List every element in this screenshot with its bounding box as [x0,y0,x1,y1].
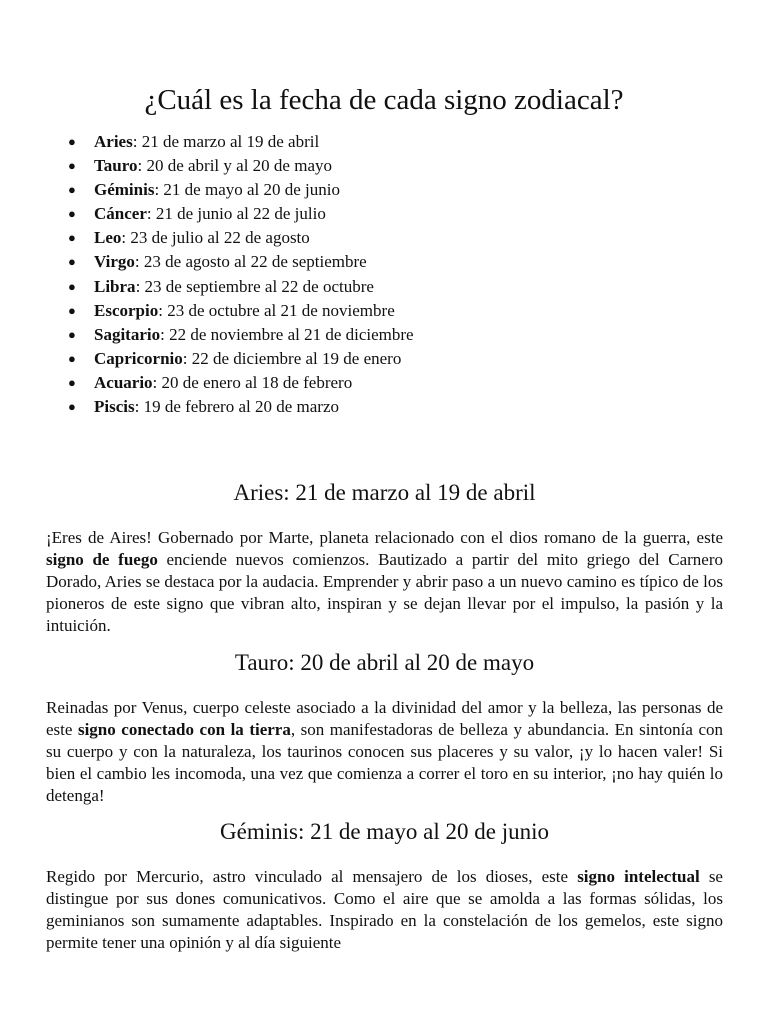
section-heading: Aries: 21 de marzo al 19 de abril [233,480,536,505]
sign-name: Cáncer [94,204,147,224]
bullet-icon: ● [68,134,76,149]
section-aries [46,478,723,637]
bullet-icon: ● [68,302,76,318]
section-paragraph [46,866,723,954]
bullet-icon: ● [68,278,76,294]
sign-dates: : 23 de agosto al 22 de septiembre [134,252,367,272]
bullet-icon: ● [68,206,76,222]
sign-dates: : 21 de junio al 22 de julio [146,204,326,224]
sign-dates: : 19 de febrero al 20 de marzo [134,397,339,417]
bullet-icon: ● [68,326,76,342]
bullet-icon: ● [68,182,76,198]
sign-dates: : 20 de enero al 18 de febrero [152,372,353,392]
bullet-icon: ● [68,399,76,415]
list-item [68,395,414,419]
paragraph-bold-text: signo intelectual [577,867,700,886]
section-heading: Géminis: 21 de mayo al 20 de junio [220,819,549,844]
paragraph-text: , son manifestadoras de belleza y abundancia. En sintonía con su cuerpo y con la naturaleza, los taurinos conocen sus placeres y su valor, ¡y lo hacen valer! Si bien el cambio les incomoda, una vez que comienza a correr el toro en su interior, ¡no hay quién lo detenga! [46,720,723,805]
list-item [68,347,414,371]
paragraph-bold-text: signo de fuego [46,550,158,569]
sign-dates: : 21 de mayo al 20 de junio [154,180,341,200]
sign-name: Piscis [94,397,135,417]
list-item [68,371,414,395]
sign-dates: : 23 de octubre al 21 de noviembre [158,300,395,320]
page-title: ¿Cuál es la fecha de cada signo zodiacal? [144,84,624,116]
zodiac-date-list [68,130,414,419]
bullet-icon: ● [68,254,76,270]
sign-dates: : 22 de noviembre al 21 de diciembre [160,324,414,344]
list-item [68,299,414,323]
list-item [68,323,414,347]
section-geminis [46,817,723,954]
sign-name: Tauro [94,156,138,176]
sign-dates: : 23 de septiembre al 22 de octubre [135,276,374,296]
section-heading: Tauro: 20 de abril al 20 de mayo [234,650,535,675]
paragraph-text: Regido por Mercurio, astro vinculado al mensajero de los dioses, este [46,867,578,886]
sign-dates: : 20 de abril y al 20 de mayo [137,156,332,176]
sign-name: Leo [94,228,122,248]
list-item [68,178,414,202]
list-item [68,130,414,154]
list-item [68,275,414,299]
bullet-icon: ● [68,230,76,246]
paragraph-text: enciende nuevos comienzos. Bautizado a partir del mito griego del Carnero Dorado, Aries se destaca por la audacia. Emprender y abrir paso a un nuevo camino es típico de los pioneros de este signo que vibran alto, inspiran y se dejan llevar por el impulso, la pasión y la intuición. [46,550,723,635]
bullet-icon: ● [68,350,76,366]
list-item [68,154,414,178]
paragraph-bold-text: signo conectado con la tierra [77,720,291,739]
sign-name: Géminis [94,180,155,200]
section-paragraph [46,527,723,637]
sign-name: Virgo [94,252,135,272]
list-item [68,250,414,274]
section-paragraph [46,697,723,807]
sign-name: Acuario [94,372,153,392]
sign-name: Capricornio [94,348,183,368]
sign-dates: : 23 de julio al 22 de agosto [121,228,310,248]
list-item [68,202,414,226]
sign-dates: : 21 de marzo al 19 de abril [132,132,320,151]
bullet-icon: ● [68,374,76,390]
paragraph-text: Reinadas por Venus, cuerpo celeste asociado a la divinidad del amor y la belleza, las personas de este [46,698,723,739]
sign-name: Sagitario [94,324,161,344]
sign-dates: : 22 de diciembre al 19 de enero [182,348,402,368]
bullet-icon: ● [68,158,76,174]
section-tauro [46,648,723,807]
paragraph-text: se distingue por sus dones comunicativos. Como el aire que se amolda a las formas sólidas, los geminianos son sumamente adaptables. Inspirado en la constelación de los gemelos, este signo permite tener una opinión y al día siguiente [46,867,723,952]
sign-name: Aries [94,132,133,151]
list-item [68,226,414,250]
paragraph-text: ¡Eres de Aires! Gobernado por Marte, planeta relacionado con el dios romano de la guerra, este [46,528,723,547]
sign-name: Libra [94,276,136,296]
sign-name: Escorpio [94,300,159,320]
